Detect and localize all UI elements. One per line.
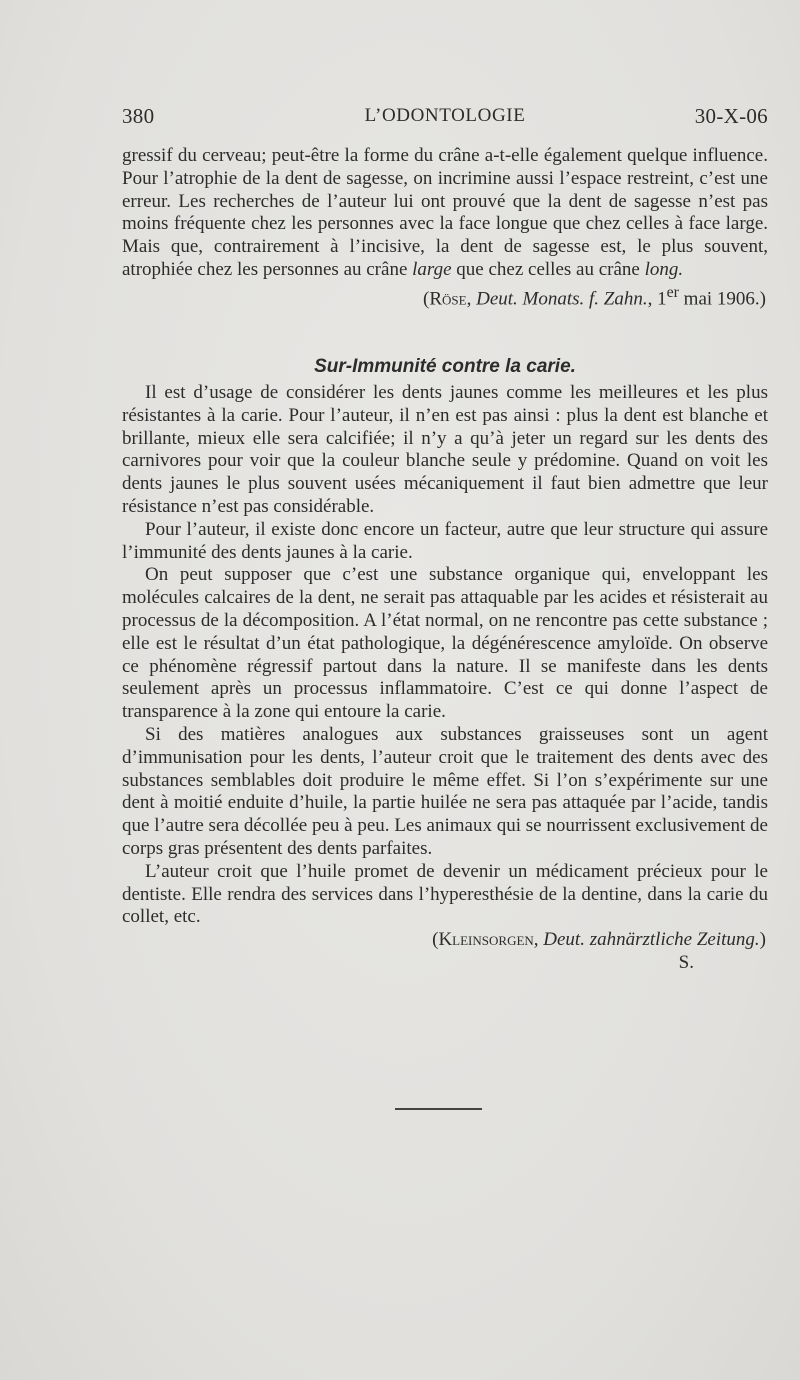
end-rule [395, 1108, 482, 1110]
citation-journal: Deut. zahnärztliche Zeitung. [543, 929, 760, 951]
issue-date: 30-X-06 [694, 104, 768, 128]
signature: S. [678, 951, 694, 973]
page-number: 380 [122, 104, 155, 128]
paragraph: Il est d’usage de considérer les dents jaunes comme les meilleures et les plus résistantes à la carie. Pour l’auteur, il n’en est pas ainsi : plus la dent est blanche et brillante, mieux elle sera calcifiée; il n’y a qu’à jeter un regard sur les dents des carnivores pour voir que la couleur blanche seule y prédomine. Quand on voit les dents jaunes le plus souvent usées mécaniquement il faut bien admettre que leur résistance n’est pas considérable. [122, 382, 768, 517]
paragraph-text: gressif du cerveau; peut-être la forme du crâne a-t-elle également quelque influence. Pour l’atrophie de la dent de sagesse, on incrimine aussi l’espace restreint, c’est une erreur. Les recherches de l’auteur lui ont prouvé que la dent de sagesse n’est pas moins fréquente chez les personnes avec la face longue que chez celles à face large. Mais que, contrairement à l’incisive, la dent de sagesse est, le plus souvent, atrophiée chez les personnes au crâne [122, 145, 768, 280]
running-header [122, 104, 768, 136]
paragraph: L’auteur croit que l’huile promet de devenir un médicament précieux pour le dentiste. Elle rendra des services dans l’hyperesthésie de la dentine, dans la carie du collet, etc. [122, 860, 768, 928]
section-2-body [122, 382, 768, 975]
citation-rose: (Röse, Deut. Monats. f. Zahn., 1er mai 1906.) [423, 283, 766, 310]
citation-kleinsorgen: (Kleinsorgen, Deut. zahnärztliche Zeitung.) [432, 929, 766, 951]
paragraph: Si des matières analogues aux substances graisseuses sont un agent d’immunisation pour les dents, l’auteur croit que le traitement des dents avec des substances semblables doit produire le même effet. Si l’on s’expérimente sur une dent à moitié enduite d’huile, la partie huilée ne sera pas attaquée par l’acide, tandis que l’autre sera décollée peu à peu. Les animaux qui se nourrissent exclusivement de corps gras présentent des dents parfaites. [122, 723, 768, 859]
section-heading: Sur-Immunité contre la carie. [314, 356, 576, 377]
paragraph-text-continued: que chez celles au crâne [456, 258, 640, 280]
citation-author: Röse [429, 288, 467, 310]
journal-title: L’ODONTOLOGIE [364, 105, 526, 126]
paragraph: On peut supposer que c’est une substance organique qui, enveloppant les molécules calcaires de la dent, ne serait pas attaquable par les acides et résisterait au processus de la décomposition. A l’état normal, on ne rencontre pas cette substance ; elle est le résultat d’un état pathologique, la dégénérescence amyloïde. On observe ce phénomène régressif partout dans la nature. Il se manifeste dans les dents seulement après un processus inflammatoire. C’est ce qui donne l’aspect de transparence à la zone qui entoure la carie. [122, 564, 768, 723]
emphasis-large: large [412, 258, 452, 280]
citation-journal: Deut. Monats. f. Zahn. [476, 288, 648, 310]
section-1-body [122, 145, 768, 311]
emphasis-long: long. [644, 258, 684, 280]
citation-author: Kleinsorgen [438, 929, 534, 951]
paragraph: Pour l’auteur, il existe donc encore un facteur, autre que leur structure qui assure l’immunité des dents jaunes à la carie. [122, 518, 768, 563]
paragraph [122, 145, 768, 282]
